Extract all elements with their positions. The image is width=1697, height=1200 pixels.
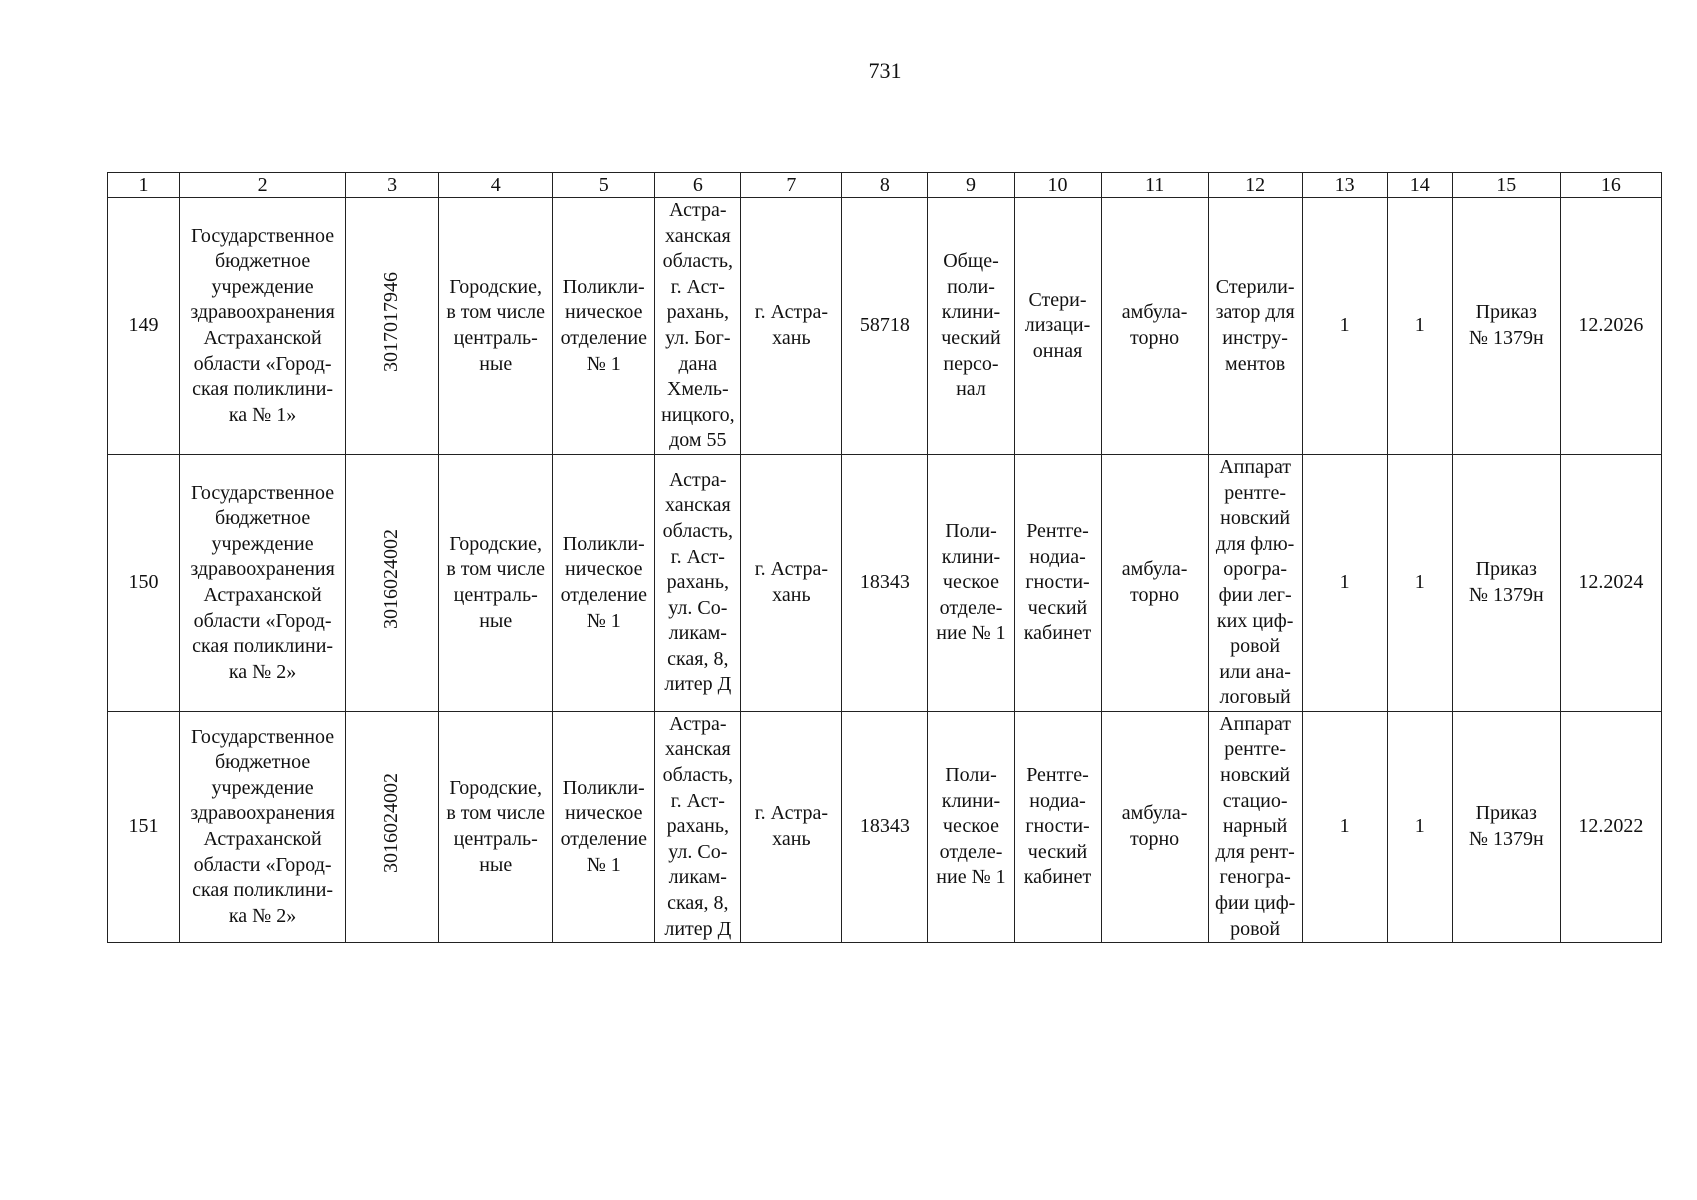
column-number: 1 — [108, 173, 180, 198]
row-number-cell: 149 — [108, 198, 180, 455]
room-cell: Рентге- нодиа- гности- ческий кабинет — [1014, 711, 1101, 942]
column-number: 9 — [928, 173, 1014, 198]
department-cell: Обще- поли- клини- ческий персо- нал — [928, 198, 1014, 455]
city-cell: г. Астра- хань — [741, 711, 842, 942]
address-cell: Астра- ханская область, г. Аст- рахань, ул. Со- ликам- ская, 8, литер Д — [655, 454, 741, 711]
quantity-cell: 1 — [1387, 198, 1452, 455]
column-number: 15 — [1452, 173, 1560, 198]
address-cell: Астра- ханская область, г. Аст- рахань, ул. Со- ликам- ская, 8, литер Д — [655, 711, 741, 942]
page-number: 731 — [868, 58, 902, 83]
equipment-cell: Стерили- затор для инстру- ментов — [1208, 198, 1302, 455]
row-number-cell: 151 — [108, 711, 180, 942]
subdivision-cell: Поликли- ническое отделение № 1 — [553, 711, 655, 942]
room-cell: Рентге- нодиа- гности- ческий кабинет — [1014, 454, 1101, 711]
quantity-cell: 1 — [1387, 454, 1452, 711]
column-number: 16 — [1560, 173, 1661, 198]
column-number: 13 — [1302, 173, 1387, 198]
column-number: 3 — [346, 173, 439, 198]
table-row — [108, 711, 1662, 942]
settlement-type-cell: Городские, в том числе централь- ные — [439, 711, 553, 942]
organization-cell: Государственное бюджетное учреждение здравоохранения Астраханской области «Город- ская поликлини- ка № 2» — [180, 454, 346, 711]
order-cell: Приказ № 1379н — [1452, 454, 1560, 711]
room-cell: Стери- лизаци- онная — [1014, 198, 1101, 455]
date-cell: 12.2022 — [1560, 711, 1661, 942]
quantity-cell: 1 — [1302, 711, 1387, 942]
column-number: 6 — [655, 173, 741, 198]
population-cell: 18343 — [842, 711, 928, 942]
inn-value: 3016024002 — [380, 773, 403, 874]
date-cell: 12.2026 — [1560, 198, 1661, 455]
equipment-registry-table — [107, 172, 1662, 943]
column-number: 8 — [842, 173, 928, 198]
subdivision-cell: Поликли- ническое отделение № 1 — [553, 198, 655, 455]
column-number: 10 — [1014, 173, 1101, 198]
equipment-cell: Аппарат рентге- новский стацио- нарный для рент- геногра- фии циф- ровой — [1208, 711, 1302, 942]
row-number-cell: 150 — [108, 454, 180, 711]
care-type-cell: амбула- торно — [1101, 454, 1208, 711]
column-number: 7 — [741, 173, 842, 198]
care-type-cell: амбула- торно — [1101, 711, 1208, 942]
column-number: 4 — [439, 173, 553, 198]
inn-cell — [346, 711, 439, 942]
care-type-cell: амбула- торно — [1101, 198, 1208, 455]
order-cell: Приказ № 1379н — [1452, 711, 1560, 942]
column-number: 11 — [1101, 173, 1208, 198]
settlement-type-cell: Городские, в том числе централь- ные — [439, 454, 553, 711]
inn-value: 3016024002 — [380, 529, 403, 630]
organization-cell: Государственное бюджетное учреждение здравоохранения Астраханской области «Город- ская поликлини- ка № 1» — [180, 198, 346, 455]
quantity-cell: 1 — [1302, 454, 1387, 711]
column-number: 12 — [1208, 173, 1302, 198]
inn-value: 3017017946 — [380, 272, 403, 373]
settlement-type-cell: Городские, в том числе централь- ные — [439, 198, 553, 455]
order-cell: Приказ № 1379н — [1452, 198, 1560, 455]
column-number-row — [108, 173, 1662, 198]
department-cell: Поли- клини- ческое отделе- ние № 1 — [928, 454, 1014, 711]
equipment-cell: Аппарат рентге- новский для флю- орогра- фии лег- ких циф- ровой или ана- логовый — [1208, 454, 1302, 711]
population-cell: 18343 — [842, 454, 928, 711]
quantity-cell: 1 — [1302, 198, 1387, 455]
date-cell: 12.2024 — [1560, 454, 1661, 711]
column-number: 5 — [553, 173, 655, 198]
city-cell: г. Астра- хань — [741, 198, 842, 455]
column-number: 2 — [180, 173, 346, 198]
organization-cell: Государственное бюджетное учреждение здравоохранения Астраханской области «Город- ская поликлини- ка № 2» — [180, 711, 346, 942]
quantity-cell: 1 — [1387, 711, 1452, 942]
inn-cell — [346, 454, 439, 711]
subdivision-cell: Поликли- ническое отделение № 1 — [553, 454, 655, 711]
department-cell: Поли- клини- ческое отделе- ние № 1 — [928, 711, 1014, 942]
address-cell: Астра- ханская область, г. Аст- рахань, ул. Бог- дана Хмель- ницкого, дом 55 — [655, 198, 741, 455]
column-number: 14 — [1387, 173, 1452, 198]
table-row — [108, 198, 1662, 455]
table-row — [108, 454, 1662, 711]
population-cell: 58718 — [842, 198, 928, 455]
inn-cell — [346, 198, 439, 455]
city-cell: г. Астра- хань — [741, 454, 842, 711]
